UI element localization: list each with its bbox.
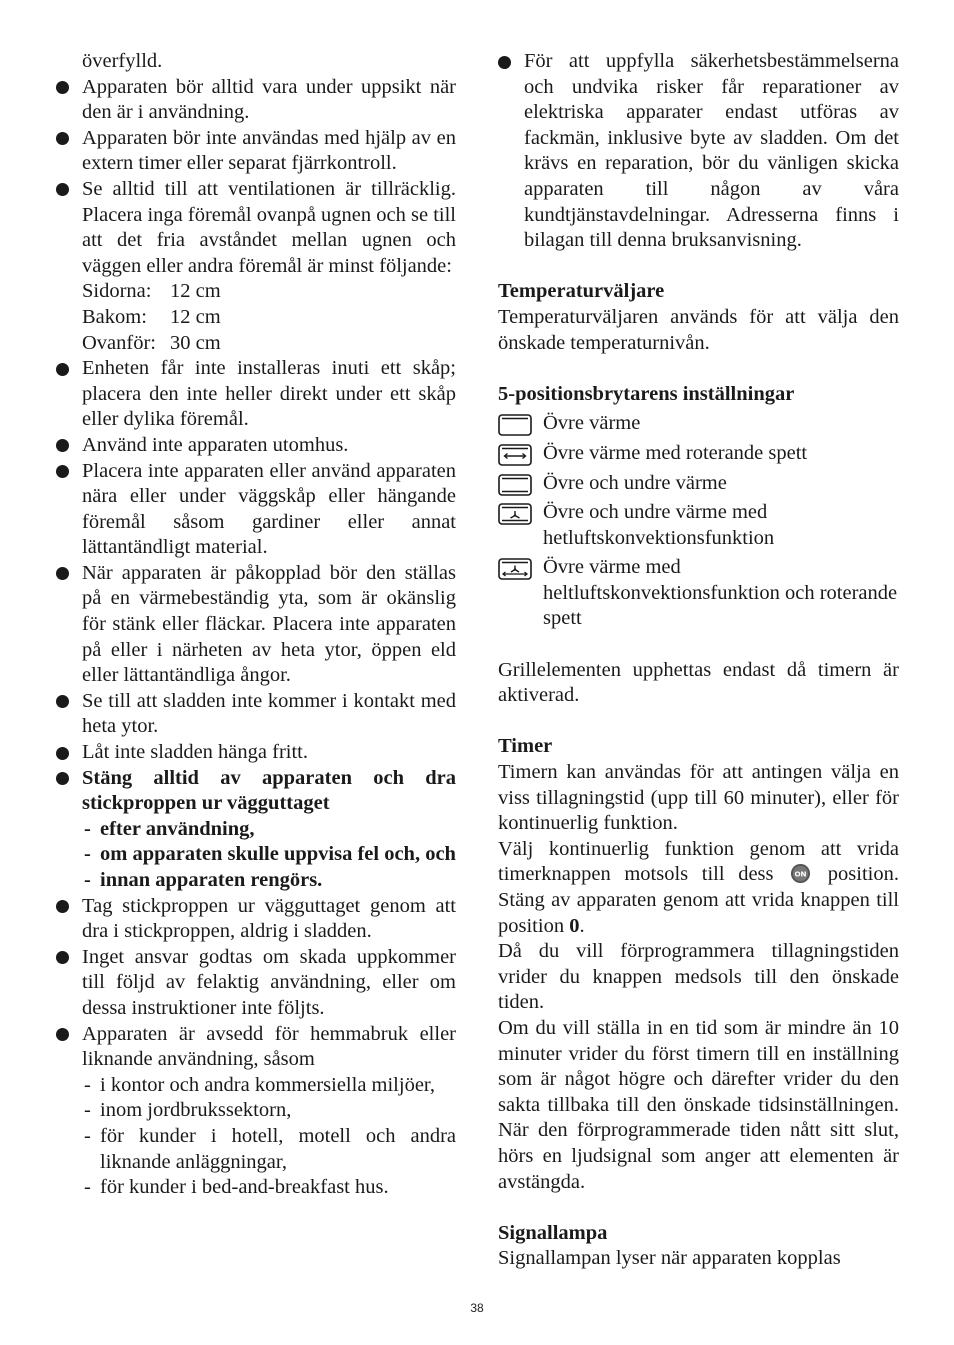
- continued-text: överfylld.: [82, 50, 163, 72]
- signal-heading: Signallampa: [498, 1221, 608, 1244]
- clearance-value: 30 cm: [170, 331, 221, 354]
- dash-item: - för kunder i bed-and-breakfast hus.: [56, 1175, 456, 1201]
- upper-lower-convection-icon: [498, 503, 532, 525]
- safety-bullet: Apparaten bör inte användas med hjälp av en extern timer eller separat fjärrkontroll.: [56, 126, 456, 177]
- dash-item: - innan apparaten rengörs.: [56, 868, 456, 894]
- dash-item: - efter användning,: [56, 817, 456, 843]
- upper-heat-icon: [498, 414, 532, 436]
- position-label: Övre och undre värme: [543, 471, 727, 494]
- position-row: [498, 411, 899, 437]
- clearance-label: Bakom:: [82, 305, 147, 328]
- timer-text: Välj kontinuerlig funktion genom att vrida timerknappen motsols till dess: [498, 837, 899, 886]
- timer-paragraph: Timern kan användas för att antingen välja en viss tillagningstid (upp till 60 minuter), eller för kontinuerlig funktion.: [498, 761, 899, 835]
- upper-lower-heat-icon: [498, 474, 532, 496]
- safety-bullet: När apparaten är påkopplad bör den ställas på en värmebeständig yta, som är okänslig för stänk eller fläckar. Placera inte apparaten på eller i närheten av heta ytor, öppen eld eller lättantändliga ångor.: [56, 561, 456, 689]
- left-column: [56, 49, 456, 1201]
- timer-text: position. Stäng av apparaten genom att vrida knappen till position: [498, 863, 899, 937]
- page-number: 38: [470, 1301, 484, 1315]
- safety-bullet: Apparaten är avsedd för hemmabruk eller liknande användning, såsom: [56, 1022, 456, 1073]
- position-label: Övre värme med heltluftskonvektionsfunktion och roterande spett: [543, 556, 898, 630]
- clearance-label: Ovanför:: [82, 331, 157, 354]
- clearance-value: 12 cm: [170, 280, 221, 303]
- grill-text: Grillelementen upphettas endast då timern är aktiverad.: [498, 658, 899, 707]
- dash-item: - inom jordbrukssektorn,: [56, 1098, 456, 1124]
- safety-bullet: Tag stickproppen ur vägguttaget genom att dra i stickproppen, aldrig i sladden.: [56, 894, 456, 945]
- clearance-row: [82, 331, 456, 357]
- timer-text-end: .: [579, 914, 585, 937]
- position-row: [498, 500, 899, 551]
- clearance-value: 12 cm: [170, 305, 221, 328]
- safety-bullet: Låt inte sladden hänga fritt.: [56, 740, 456, 766]
- safety-bullet: Använd inte apparaten utomhus.: [56, 433, 456, 459]
- safety-bullet: Inget ansvar godtas om skada uppkommer till följd av felaktig användning, eller om dessa instruktioner inte följts.: [56, 945, 456, 1022]
- clearance-row: [82, 305, 456, 331]
- position-list: [498, 411, 899, 632]
- upper-convection-rotisserie-icon: [498, 558, 532, 580]
- upper-heat-rotisserie-icon: [498, 444, 532, 466]
- position-zero: 0: [569, 914, 580, 937]
- position-row: [498, 555, 899, 632]
- position-row: [498, 441, 899, 467]
- position-label: Övre värme med roterande spett: [543, 441, 808, 464]
- svg-text:ON: ON: [794, 869, 807, 879]
- right-column: [498, 49, 899, 1272]
- switch-heading: 5-positionsbrytarens inställningar: [498, 382, 795, 405]
- position-label: Övre värme: [543, 412, 641, 435]
- position-row: [498, 471, 899, 497]
- signal-text: Signallampan lyser när apparaten kopplas: [498, 1247, 841, 1270]
- timer-paragraph: Om du vill ställa in en tid som är mindre än 10 minuter vrider du först timern till en inställning som är något högre och därefter vrider du den sakta tillbaka till den önskade tidsinställningen. När den förprogrammerade tiden nått sitt slut, hörs en ljudsignal som anger att elementen är avstängda.: [498, 1016, 899, 1193]
- clearance-row: [82, 279, 456, 305]
- temperature-text: Temperaturväljaren används för att välja den önskade temperaturnivån.: [498, 305, 899, 354]
- dash-item: - i kontor och andra kommersiella miljöer,: [56, 1073, 456, 1099]
- timer-heading: Timer: [498, 735, 553, 758]
- timer-paragraph: Då du vill förprogrammera tillagningstiden vrider du knappen medsols till den önskade tiden.: [498, 940, 899, 1014]
- clearance-list: [56, 279, 456, 356]
- on-position-icon: [790, 863, 811, 884]
- safety-bullet-bold: Stäng alltid av apparaten och dra stickproppen ur vägguttaget: [56, 766, 456, 817]
- safety-bullet: För att uppfylla säkerhetsbestämmelserna och undvika risker får reparationer av elektriska apparater endast utföras av fackmän, inklusive byte av sladden. Om det krävs en reparation, bör du vänligen skicka apparaten till någon av våra kundtjänstavdelningar. Adresserna finns i bilagan till denna bruksanvisning.: [498, 49, 899, 254]
- safety-bullet: Se alltid till att ventilationen är tillräcklig. Placera inga föremål ovanpå ugnen och se till att det fria avståndet mellan ugnen och väggen eller andra föremål är minst följande:: [56, 177, 456, 279]
- safety-bullet: Placera inte apparaten eller använd apparaten nära eller under väggskåp eller hängande föremål såsom gardiner eller annat lättantändligt material.: [56, 459, 456, 561]
- safety-bullet: Se till att sladden inte kommer i kontakt med heta ytor.: [56, 689, 456, 740]
- position-label: Övre och undre värme med hetluftskonvektionsfunktion: [543, 501, 775, 549]
- dash-item: - om apparaten skulle uppvisa fel och, och: [56, 842, 456, 868]
- safety-bullet: Enheten får inte installeras inuti ett skåp; placera den inte heller direkt under ett skåp eller dylika föremål.: [56, 356, 456, 433]
- timer-paragraph: [498, 837, 899, 939]
- temperature-heading: Temperaturväljare: [498, 280, 665, 303]
- dash-item: - för kunder i hotell, motell och andra liknande anläggningar,: [56, 1124, 456, 1175]
- safety-bullet: Apparaten bör alltid vara under uppsikt när den är i användning.: [56, 75, 456, 126]
- clearance-label: Sidorna:: [82, 280, 152, 303]
